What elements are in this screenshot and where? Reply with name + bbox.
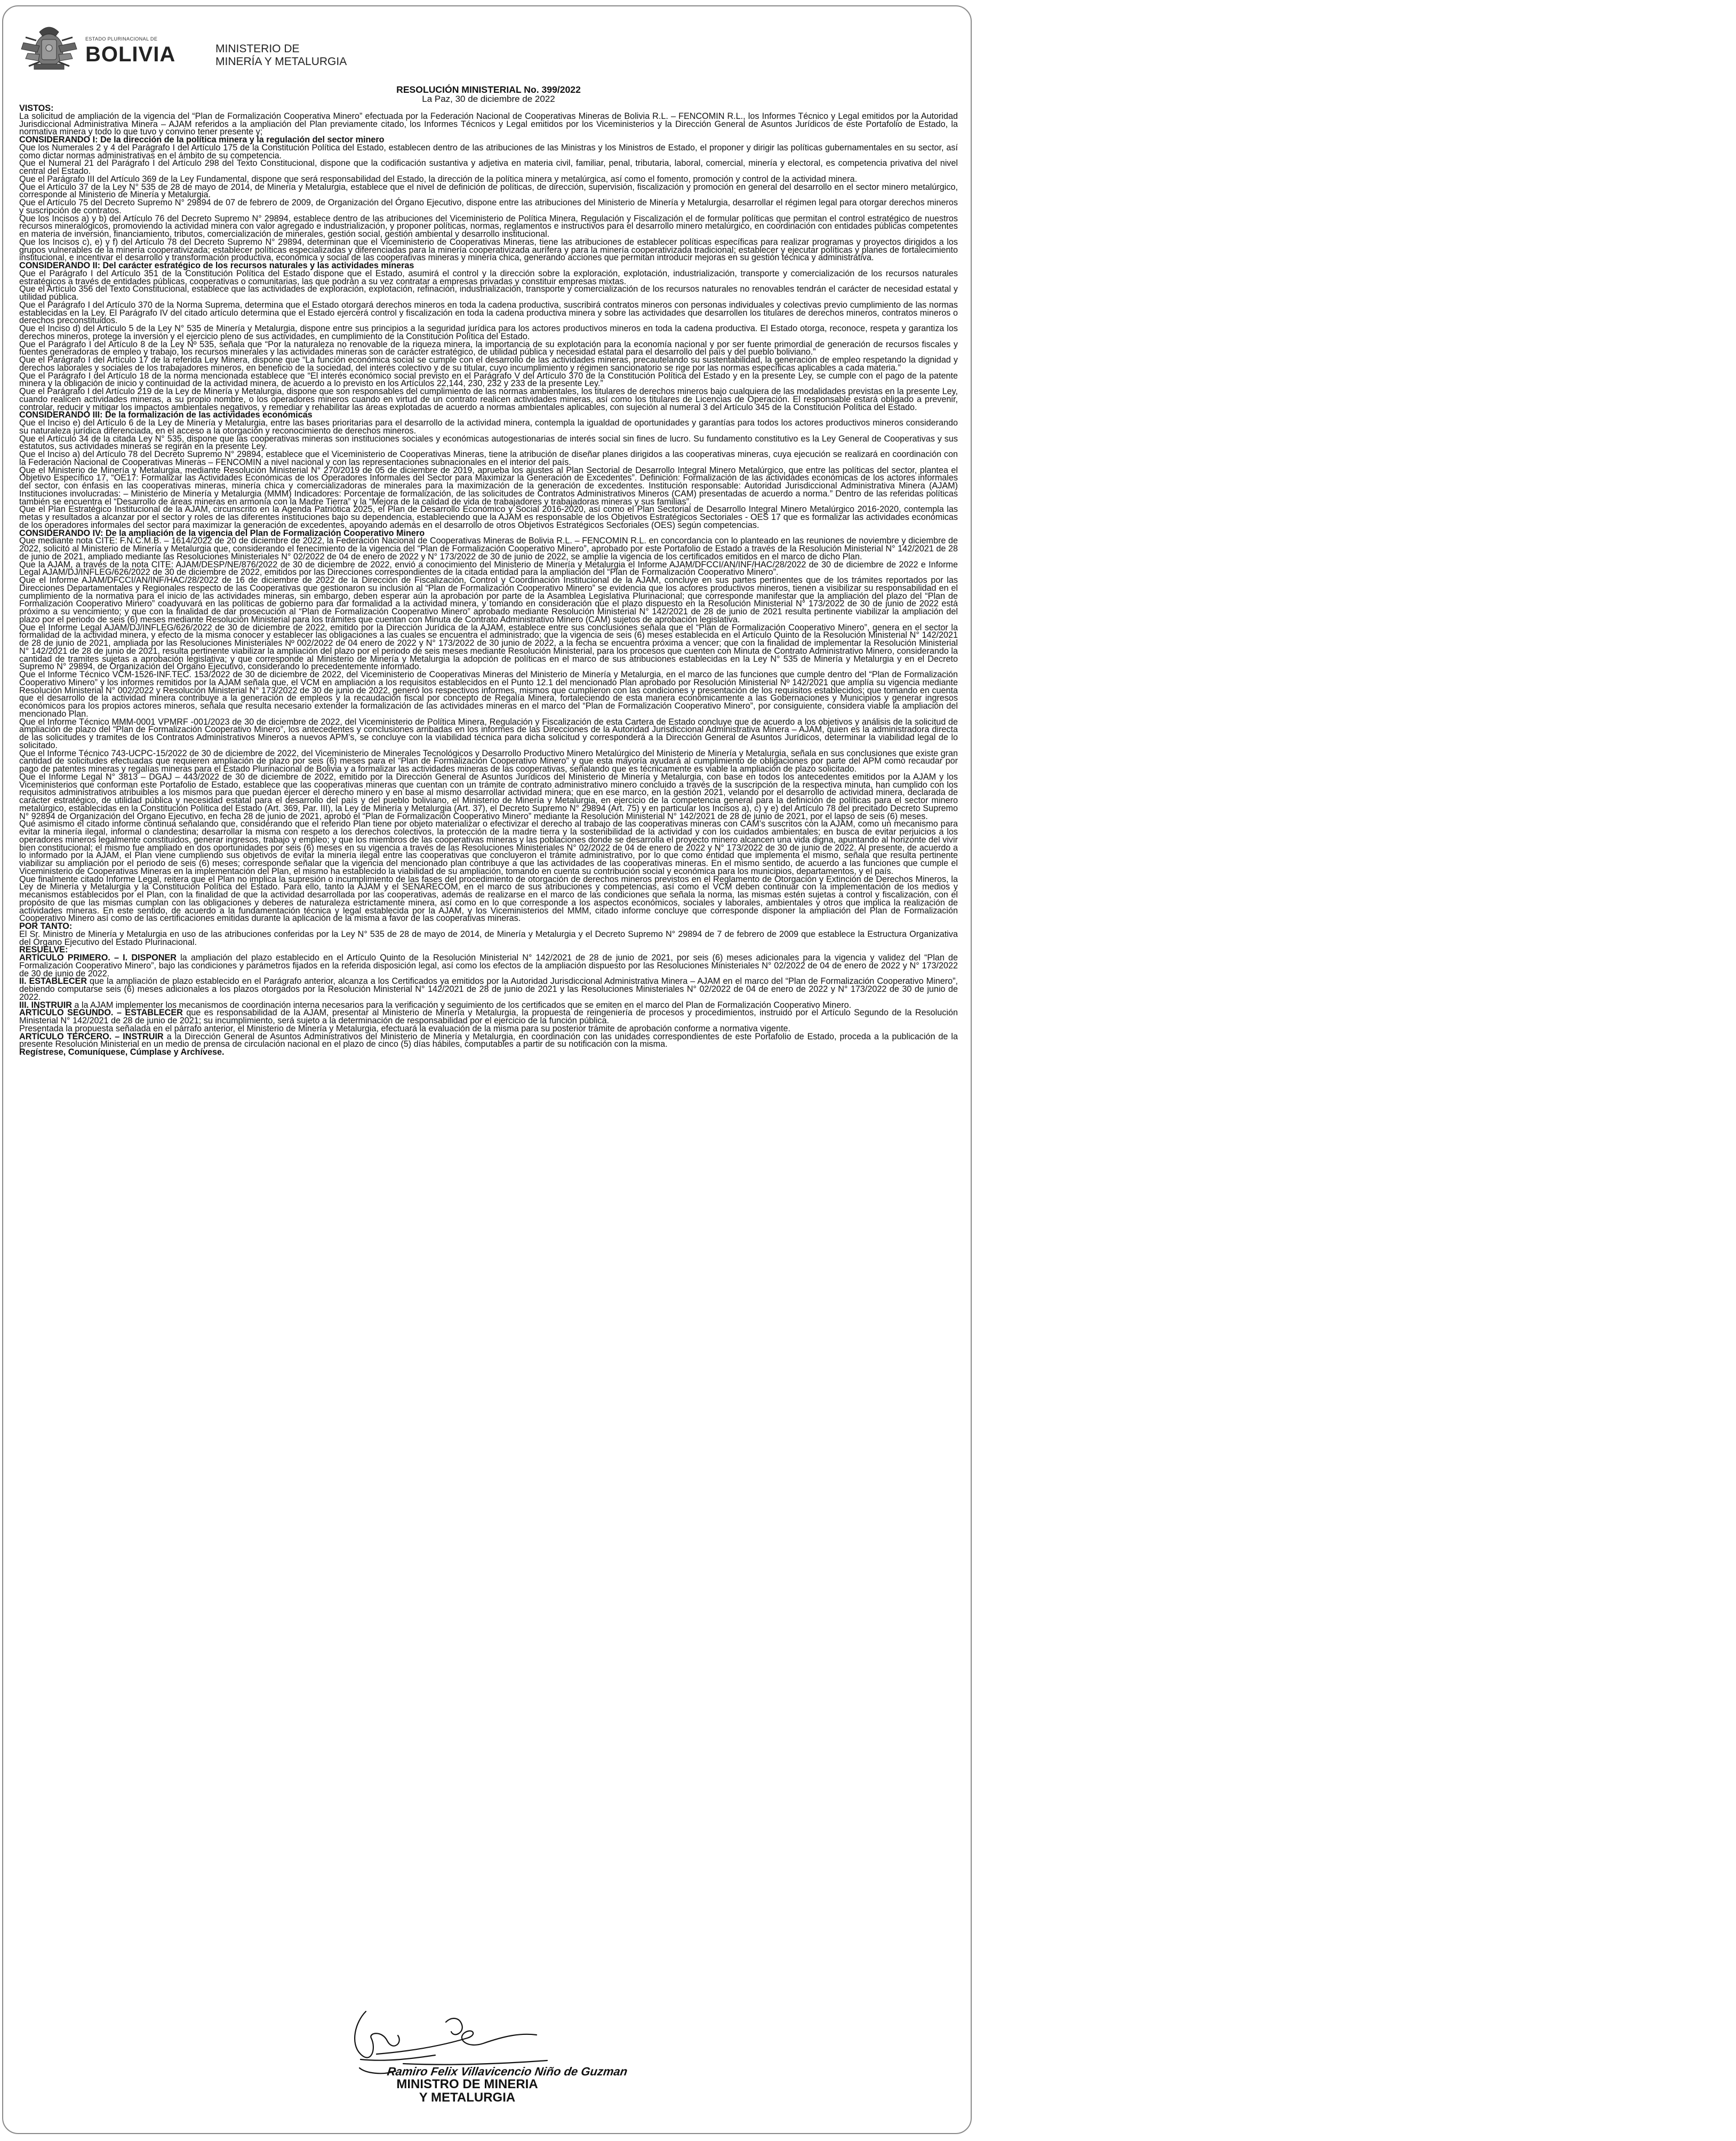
letterhead: [18, 21, 957, 75]
bolivia-coat-of-arms-icon: [18, 21, 80, 75]
paragraph: Que el Artículo 356 del Texto Constitucional, establece que las actividades de exploración, explotación, refinación, industrialización, transporte y comercialización de los recursos naturales no renovables tendrán el carácter de necesidad estatal y utilidad pública.: [19, 284, 958, 302]
paragraph: Que el Informe Legal AJAM/DJ/INFLEG/626/2022 de 30 de diciembre de 2022, emitido por la Dirección Jurídica de la AJAM, establece entre sus conclusiones señala que el “Plan de Formalización Cooperativo Minero”, genera en el sector la formalidad de la actividad minera, y efecto de la misma conocer y establecer las obligaciones a las cuales se encuentra el administrado; que la vigencia de seis (6) meses establecida en el Artículo Quinto de la Resolución Ministerial N° 142/2021 de 28 de junio de 2021, ampliada por las Resoluciones Ministeriales Nº 002/2022 de 04 enero de 2022 y N° 173/2022 de 30 junio de 2022, a la fecha se encuentra próxima a vencer; que con la finalidad de implementar la Resolución Ministerial N° 142/2021 de 28 de junio de 2021, resulta pertinente viabilizar la ampliación del plazo por el periodo de seis meses mediante Resolución Ministerial, para los procesos que cuenten con Minuta de Contrato Administrativo Minero, considerando la cantidad de tramites sujetas a aprobación legislativa; y que corresponde al Ministerio de Minería y Metalurgia la adopción de políticas en el marco de sus atribuciones establecidas en la Ley N° 535 de Minería y Metalurgia y en el Decreto Supremo N° 29894, de Organización del Órgano Ejecutivo, considerando lo precedentemente informado.: [19, 622, 958, 672]
paragraph: Que el Numeral 21 del Parágrafo I del Artículo 298 del Texto Constitucional, dispone que la codificación sustantiva y adjetiva en materia civil, familiar, penal, tributaria, laboral, comercial, minería y electoral, es competencia privativa del nivel central del Estado.: [19, 158, 958, 176]
article-1-ii: [19, 977, 958, 1001]
ministry-line-1: MINISTERIO DE: [215, 43, 300, 55]
closing-formula: Regístrese, Comuníquese, Cúmplase y Archívese.: [19, 1047, 225, 1057]
paragraph: Que el Parágrafo I del Artículo 8 de la Ley Nº 535, señala que “Por la naturaleza no renovable de la riqueza minera, la importancia de su explotación para la economía nacional y por ser fuente primordial de generación de recursos fiscales y fuentes generadoras de empleo y trabajo, los recursos minerales y las actividades mineras son de carácter estratégico, de utilidad pública y necesidad estatal para el desarrollo del país y del pueblo boliviano.”: [19, 339, 958, 357]
country-name: BOLIVIA: [85, 43, 176, 66]
document-page: [2, 5, 972, 2134]
paragraph: Que el Parágrafo I del Artículo 351 de la Constitución Política del Estado dispone que el Estado, asumirá el control y la dirección sobre la exploración, explotación, industrialización, transporte y comercialización de los recursos naturales estratégicos a través de entidades públicas, cooperativas o comunitarias, las que podrán a su vez contratar a empresas privadas y constituir empresas mixtas.: [19, 268, 958, 286]
section-heading: RESUELVE:: [19, 945, 68, 955]
paragraph: Que el Artículo 37 de la Ley N° 535 de 28 de mayo de 2014, de Minería y Metalurgia, establece que el nivel de definición de políticas, de dirección, supervisión, fiscalización y promoción en general del desarrollo en el sector minero metalúrgico, corresponde al Ministerio de Minería y Metalurgia.: [19, 182, 958, 200]
resolution-date: La Paz, 30 de diciembre de 2022: [422, 94, 555, 104]
paragraph: Presentada la propuesta señalada en el párrafo anterior, el Ministerio de Minería y Metalurgia, efectuará la evaluación de la misma para su posterior trámite de aprobación conforme a normativa vigente.: [19, 1023, 790, 1033]
paragraph: Que el Informe Legal N° 3813 – DGAJ – 443/2022 de 30 de diciembre de 2022, emitido por la Dirección General de Asuntos Jurídicos del Ministerio de Minería y Metalurgia, con base en todos los antecedentes emitidos por la AJAM y los Viceministerios que conforman este Portafolio de Estado, establece que las cooperativas mineras que cuentan con un trámite de contrato administrativo minero concluido a través de la suscripción de la respectiva minuta, han cumplido con los requisitos administrativos atribuibles a los mismos para que puedan ejercer el derecho minero y en base al mismo desarrollar actividad minera; que en ese marco, en la gestión 2021, velando por el desarrollo de actividad minera, declarada de carácter estratégico, de utilidad pública y necesidad estatal para el desarrollo del país y del pueblo boliviano, el Ministerio de Minería y Metalurgia, en ejercicio de la competencia general para la definición de políticas para el sector minero metalúrgico, establecidas en la Constitución Política del Estado (Art. 369, Par. III), la Ley de Minería y Metalurgia (Art. 37), el Decreto Supremo N° 29894 (Art. 75) y en particular los Incisos a), c) y e) del Artículo 78 del precitado Decreto Supremo N° 92894 de Organización del Órgano Ejecutivo, en fecha 28 de junio de 2021, aprobó el “Plan de Formalización Cooperativo Minero” mediante la Resolución Ministerial N° 142/2021 de 28 de junio de 2021, por el lapso de seis (6) meses.: [19, 772, 958, 821]
article-text: a la AJAM implementer los mecanismos de coordinación interna necesarios para la verificación y seguimiento de los certificados que se emiten en el marco del Plan de Formalización Cooperativo Minero.: [71, 1000, 852, 1010]
article-text: a la Dirección General de Asuntos Administrativos del Ministerio de Minería y Metalurgia, en coordinación con las unidades correspondientes de este Portafolio de Estado, proceda a la publicación de la presente Resolución Ministerial en un medio de prensa de circulación nacional en el plazo de cinco (5) días hábiles, computables a partir de su notificación con la misma.: [19, 1031, 958, 1049]
paragraph: Que el Parágrafo I del Artículo 18 de la norma mencionada establece que “El interés económico social previsto en el Parágrafo V del Artículo 370 de la Constitución Política del Estado y en la presente Ley, se cumple con el pago de la patente minera y la obligación de inicio y continuidad de la actividad minera, de acuerdo a lo previsto en los Artículos 22,144, 230, 232 y 233 de la presente Ley.”: [19, 371, 958, 389]
paragraph: Que el Ministerio de Minería y Metalurgia, mediante Resolución Ministerial N° 270/2019 de 05 de diciembre de 2019, aprueba los ajustes al Plan Sectorial de Desarrollo Integral Minero Metalúrgico, que entre las políticas del sector, plantea el Objetivo Específico 17, “OE17: Formalizar las Actividades Económicas de los Operadores Informales del Sector para Maximizar la Generación de Excedentes”. Definición: Formalización de las actividades económicas de los actores informales del sector, con énfasis en las cooperativas mineras, minería chica y comercializadoras de minerales para la maximización de la generación de excedentes. Institución responsable: Autoridad Jurisdiccional Administrativa Minera (AJAM) Instituciones involucradas: – Ministerio de Minería y Metalurgia (MMM) Indicadores: Porcentaje de formalización, de las solicitudes de Contratos Administrativos Mineros (CAM) presentadas de acuerdo a norma.” Dentro de las referidas políticas también se encuentra el “Desarrollo de áreas mineras en armonía con la Madre Tierra” y la “Mejora de la calidad de vida de trabajadores y trabajadoras mineras y sus familias”.: [19, 465, 958, 507]
article-label: ARTÍCULO TERCERO. – INSTRUIR: [19, 1031, 164, 1041]
article-label: II. ESTABLECER: [19, 976, 87, 987]
signature-block: [345, 2001, 629, 2129]
section-heading: CONSIDERANDO I: De la dirección de la política minera y la regulación del sector minero: [19, 135, 385, 145]
paragraph: Qué asimismo el citado informe continua señalando que, considerando que el referido Plan tiene por objeto materializar o efectivizar el derecho al trabajo de las cooperativas mineras con CAM’s suscritos con la AJAM, como un mecanismo para evitar la minería ilegal, informal o clandestina; desarrollar la misma con respeto a los derechos colectivos, la protección de la madre tierra y la sostenibilidad de la actividad y con los cuidados ambientales; en busca de evitar perjuicios a los operadores mineros legalmente constituidos, generar ingresos, trabajo y empleo; y que los miembros de las cooperativas mineras y las poblaciones donde se desarrolla el proyecto minero alcancen una vida digna, apuntando al horizonte del vivir bien constitucional; el mismo fue ampliado en dos oportunidades por seis (6) meses en su vigencia a través de las Resoluciones Ministeriales N° 02/2022 de 04 de enero de 2022 y N° 173/2022 de 30 de junio de 2022. Al presente, de acuerdo a lo informado por la AJAM, el Plan viene cumpliendo sus objetivos de evitar la minería ilegal entre las cooperativas que concluyeron el trámite administrativo, por lo que como entidad que implementa el mismo, señala que resulta pertinente viabilizar su ampliación por el periodo de seis (6) meses; corresponde señalar que la vigencia del mencionado plan contribuye a que las actividades de las cooperativas mineras. En el mismo sentido, de acuerdo a las funciones que cumple el Viceministerio de Cooperativas Mineras en la implementación del Plan, el mismo ha establecido la viabilidad de su ampliación, tomando en cuenta su contribución social y económica para los municipios, departamentos, y el país.: [19, 819, 958, 876]
paragraph: Que el Informe AJAM/DFCCI/AN/INF/HAC/28/2022 de 16 de diciembre de 2022 de la Dirección de Fiscalización, Control y Coordinación Institucional de la AJAM, concluye en sus partes pertinentes que de los trámites reportados por las Direcciones Departamentales y Regionales respecto de las Cooperativas que gestionaron su inclusión al “Plan de Formalización Cooperativo Minero” se evidencia que los actores productivos mineros, tienen a visibilizar su responsabilidad en el cumplimiento de la normativa para el inicio de las actividades mineras, sin embargo, deben esperar aún la aprobación por parte de la Asamblea Legislativa Plurinacional; que corresponde manifestar que la ampliación del plazo del “Plan de Formalización Cooperativo Minero” coadyuvará en las políticas de gobierno para dar formalidad a la actividad minera, y tomando en consideración que el plazo dispuesto en la Resolución Ministerial N° 173/2022 de 30 de junio de 2022 está próximo a su vencimiento; y que con la finalidad de dar prosecución al “Plan de Formalización Cooperativo Minero” aprobado mediante Resolución Ministerial N° 142/2021 de 28 de junio de 2021 resulta pertinente viabilizar la ampliación del plazo por el periodo de seis (6) meses mediante Resolución Ministerial para los trámites que cuentan con Minuta de Contrato Administrativo Minero (CAM) sujetos de aprobación legislativa.: [19, 575, 958, 624]
section-heading: CONSIDERANDO III: De la formalización de las actividades económicas: [19, 410, 313, 420]
article-label: ARTÍCULO SEGUNDO. – ESTABLECER: [19, 1008, 183, 1018]
paragraph: Que el Informe Técnico MMM-0001 VPMRF -001/2023 de 30 de diciembre de 2022, del Viceministerio de Política Minera, Regulación y Fiscalización de esta Cartera de Estado concluye que de acuerdo a los objetivos y análisis de la solicitud de ampliación de plazo del “Plan de Formalización Cooperativo Minero”, los antecedentes y conclusiones arribadas en los informes de las Direcciones de la Autoridad Jurisdiccional Administrativa Minera – AJAM, quien es la administradora directa de las solicitudes y tramites de los Contratos Administrativos Mineros a nuevos APM’s, se concluye con la viabilidad técnica para dicha solicitud y corresponderá a la Dirección General de Asuntos Jurídicos, determinar la viabilidad legal de lo solicitado.: [19, 717, 958, 750]
signatory-title-line-2: Y METALURGIA: [419, 2090, 516, 2105]
state-label: ESTADO PLURINACIONAL DE: [85, 36, 158, 42]
paragraph: Que la AJAM, a través de la nota CITE: AJAM/DESP/NE/876/2022 de 30 de diciembre de 2022, envió a conocimiento del Ministerio de Minería y Metalurgia el Informe AJAM/DFCCI/AN/INF/HAC/28/2022 de 30 de diciembre de 2022 e Informe Legal AJAM/DJ/INFLEG/626/2022 de 30 de diciembre de 2022, emitidos por las Direcciones correspondientes de la citada entidad para la ampliación del “Plan de Formalización Cooperativo Minero”.: [19, 559, 958, 578]
paragraph: Que el Parágrafo I del Artículo 370 de la Norma Suprema, determina que el Estado otorgará derechos mineros en toda la cadena productiva, suscribirá contratos mineros con personas individuales y colectivas previo cumplimiento de las normas establecidas en la Ley. El Parágrafo IV del citado artículo determina que el Estado ejercerá control y fiscalización en toda la cadena productiva minera y sobre las actividades que desarrollen los titulares de derechos mineros, contratos mineros o derechos preconstituidos.: [19, 300, 958, 326]
ministry-name: [215, 43, 347, 68]
paragraph: Que el Artículo 75 del Decreto Supremo N° 29894 de 07 de febrero de 2009, de Organización del Órgano Ejecutivo, dispone entre las atribuciones del Ministerio de Minería y Metalurgia, desarrollar el régimen legal para otorgar derechos mineros y suscripción de contratos.: [19, 198, 958, 215]
paragraph: Que el Inciso d) del Artículo 5 de la Ley N° 535 de Minería y Metalurgia, dispone entre sus principios a la seguridad jurídica para los actores productivos mineros en toda la cadena productiva. El Estado otorga, reconoce, respeta y garantiza los derechos mineros, protege la inversión y el ejercicio pleno de sus actividades, en cumplimiento de la Constitución Política del Estado.: [19, 324, 958, 341]
article-label: ARTÍCULO PRIMERO. – I. DISPONER: [19, 953, 177, 963]
paragraph: Que el Artículo 34 de la citada Ley N° 535, dispone que las cooperativas mineras son instituciones sociales y económicas autogestionarias de interés social sin fines de lucro. Su fundamento constitutivo es la Ley General de Cooperativas y sus estatutos, sus actividades mineras se regirán en la presente Ley.: [19, 434, 958, 452]
paragraph: Que los Incisos c), e) y f) del Artículo 78 del Decreto Supremo N° 29894, determinan que el Viceministerio de Cooperativas Mineras, tiene las atribuciones de establecer políticas específicas para realizar programas y proyectos dirigidos a los grupos vulnerables de la minería cooperativizada; establecer políticas especializadas y diferenciadas para la minería cooperativizada aurífera y para la minería cooperativizada tradicional; establecer y ejecutar políticas y planes de fortalecimiento institucional, e incentivar el desarrollo y transformación productiva, económica y social de las cooperativas mineras y minería chica, generando acciones que permitan introducir mejoras en su gestión técnica y administrativa.: [19, 237, 958, 263]
article-text: la ampliación del plazo establecido en el Artículo Quinto de la Resolución Ministerial N° 142/2021 de 28 de junio de 2021, por seis (6) meses adicionales para la vigencia y validez del “Plan de Formalización Cooperativo Minero”, bajo las condiciones y parámetros fijados en la referida disposición legal, así como los efectos de la ampliación dispuesto por las Resoluciones Ministeriales N° 02/2022 de 04 de enero de 2022 y N° 173/2022 de 30 de junio de 2022.: [19, 953, 958, 979]
paragraph: La solicitud de ampliación de la vigencia del “Plan de Formalización Cooperativa Minero” efectuada por la Federación Nacional de Cooperativas Mineras de Bolivia R.L. – FENCOMIN R.L., los Informes Técnico y Legal emitidos por la Autoridad Jurisdiccional Administrativa Minera – AJAM referidos a la ampliación del Plan previamente citado, los Informes Técnicos y Legal emitidos por los Viceministerios y la Dirección General de Asuntos Jurídicos de este Portafolio de Estado, la normativa minera y todo lo que tuvo y convino tener presente y;: [19, 111, 958, 137]
ministry-line-2: MINERÍA Y METALURGIA: [215, 55, 347, 68]
paragraph: Que el Plan Estratégico Institucional de la AJAM, circunscrito en la Agenda Patriótica 2025, el Plan de Desarrollo Económico y Social 2016-2020, así como el Plan Sectorial de Desarrollo Integral Minero Metalúrgico 2016-2020, contempla las metas y resultados a alcanzar por el sector y roles de las diferentes instituciones bajo su dependencia, estableciendo que la AJAM es responsable de los Objetivos Estratégicos Sectoriales - OES 17 que es formalizar las actividades económicas de los operadores informales del sector para maximizar la generación de excedentes, apoyando además en el desarrollo de otros Objetivos Estratégicos Sectoriales (OES) según competencias.: [19, 504, 958, 530]
paragraph: Que el Inciso a) del Artículo 78 del Decreto Supremo N° 29894, establece que el Viceministerio de Cooperativas Mineras, tiene la atribución de diseñar planes dirigidos a las cooperativas mineras, cuya ejecución se realizará en coordinación con la Federación Nacional de Cooperativas Mineras – FENCOMIN a nivel nacional y con las representaciones subnacionales en el interior del país.: [19, 450, 958, 467]
paragraph: Que mediante nota CITE: F.N.C.M.B. – 1614/2022 de 20 de diciembre de 2022, la Federación Nacional de Cooperativas Mineras de Bolivia R.L. – FENCOMIN R.L. en concordancia con lo planteado en las reuniones de noviembre y diciembre de 2022, solicitó al Ministerio de Minería y Metalurgia que, considerando el fenecimiento de la vigencia del “Plan de Formalización Cooperativo Minero”, aprobado por este Portafolio de Estado a través de la Resolución Ministerial N° 142/2021 de 28 de junio de 2021, ampliado mediante las Resoluciones Ministeriales N° 02/2022 de 04 de enero de 2022 y N° 173/2022 de 30 de junio de 2022, se amplíe la vigencia de los certificados emitidos en el marco de dicho Plan.: [19, 536, 958, 562]
paragraph: Que el Parágrafo I del Artículo 219 de la Ley de Minería y Metalurgia, dispone que son responsables del cumplimiento de las normas ambientales, los titulares de derechos mineros bajo cualquiera de las modalidades previstas en la presente Ley, cuando realicen actividades mineras, a su propio nombre, o los operadores mineros cuando en virtud de un contrato realicen actividades mineras, así como los titulares de Licencias de Operación. El responsable estará obligado a prevenir, controlar, reducir y mitigar los impactos ambientales negativos, y remediar y rehabilitar las áreas explotadas de acuerdo a normas ambientales aplicables, con sujeción al numeral 3 del Artículo 345 de la Constitución Política del Estado.: [19, 387, 958, 412]
paragraph: Que el Informe Técnico VCM-1526-INF.TEC. 153/2022 de 30 de diciembre de 2022, del Viceministerio de Cooperativas Mineras del Ministerio de Minería y Metalurgia, en el marco de las funciones que cumple dentro del “Plan de Formalización Cooperativo Minero” y los informes remitidos por la AJAM señala que, el VCM en ampliación a los requisitos establecidos en el Punto 12.1 del mencionado Plan aprobado por Resolución Ministerial Nº 142/2021 que amplía su vigencia mediante Resolución Ministerial N° 002/2022 y Resolución Ministerial N° 173/2022 de 30 de junio de 2022, generó los respectivos informes, mismos que cumplieron con las condiciones y presentación de los requisitos establecidos; que tomando en cuenta que el desarrollo de la actividad minera contribuye a la generación de empleos y la recaudación fiscal por concepto de Regalía Minera, fortaleciendo de esta manera económicamente a las Gobernaciones y Municipios y generar ingresos económicos para los propios actores mineros, señala que resulta necesario extender la formalización de las actividades mineras en el marco del “Plan de Formalización Cooperativo Minero”, por consiguiente, considera viable la ampliación del mencionado Plan.: [19, 670, 958, 719]
section-heading: CONSIDERANDO II: Del carácter estratégico de los recursos naturales y las actividades mineras: [19, 261, 414, 270]
paragraph: Que los Numerales 2 y 4 del Parágrafo I del Artículo 175 de la Constitución Política del Estado, establecen dentro de las atribuciones de las Ministras y los Ministros de Estado, el proponer y dirigir las políticas gubernamentales en su sector, así como dictar normas administrativas en el ámbito de su competencia.: [19, 142, 958, 161]
article-3: [19, 1033, 958, 1049]
paragraph: Que finalmente citado Informe Legal, reitera que el Plan no implica la supresión o incumplimiento de las fases del procedimiento de otorgación de derechos mineros previstos en el Reglamento de Otorgación y Extinción de Derechos Mineros, la Ley de Minería y Metalurgia y la Constitución Política del Estado. Para ello, tanto la AJAM y el SENARECOM, en el marco de sus atribuciones y competencias, así como el VCM deben continuar con la implementación de los medios y mecanismos establecidos por el Plan, con la finalidad de que la actividad desarrollada por las cooperativas, además de realizarse en el marco de las condiciones que señala la norma, las mismas estén sujetas a control y fiscalización, con el propósito de que las mismas cumplan con las obligaciones y deberes de naturaleza estrictamente minera, así como en lo que corresponde a los aspectos económicos, sociales y laborales, ambientales y otros que implica la realización de actividades mineras. En este sentido, de acuerdo a la fundamentación técnica y legal establecida por la AJAM, y los Viceministerios del MMM, citado informe concluye que corresponde disponer la ampliación del Plan de Formalización Cooperativo Minero así como de las certificaciones emitidas durante la aplicación de la misma a favor de las cooperativas mineras.: [19, 874, 958, 924]
paragraph: Que el Parágrafo I del Artículo 17 de la referida Ley Minera, dispone que “La función económica social se cumple con el desarrollo de las actividades mineras, precautelando su sustentabilidad, la generación de empleo respetando la dignidad y derechos laborales y sociales de los trabajadores mineros, en beneficio de la sociedad, del interés colectivo y de su titular, cuyo incumplimiento y régimen sancionatorio se rige por las normas específicas aplicables a cada materia.”: [19, 355, 958, 373]
paragraph: Que el Inciso e) del Artículo 6 de la Ley de Minería y Metalurgia, entre las bases prioritarias para el desarrollo de la actividad minera, contempla la igualdad de oportunidades y garantías para todos los actores productivos mineros considerando su naturaleza jurídica diferenciada, en el acceso a la otorgación y reconocimiento de derechos mineros.: [19, 418, 958, 436]
paragraph: Que el Parágrafo III del Artículo 369 de la Ley Fundamental, dispone que será responsabilidad del Estado, la dirección de la política minera y metalúrgica, así como el fomento, promoción y control de la actividad minera.: [19, 174, 858, 184]
article-text: que la ampliación de plazo establecido en el Parágrafo anterior, alcanza a los Certificados ya emitidos por la Autoridad Jurisdiccional Administrativa Minera – AJAM en el marco del “Plan de Formalización Cooperativo Minero”, debiendo computarse seis (6) meses adicionales a los plazos otorgados por la Resolución Ministerial N° 142/2021 de 28 de junio de 2021 y las Resoluciones Ministeriales N° 02/2022 de 04 de enero de 2022 y N° 173/2022 de 30 de junio de 2022.: [19, 976, 958, 1002]
signatory-title-line-1: MINISTRO DE MINERIA: [396, 2077, 538, 2091]
article-2: [19, 1009, 958, 1025]
paragraph: Que los Incisos a) y b) del Artículo 76 del Decreto Supremo N° 29894, establece dentro de las atribuciones del Viceministerio de Política Minera, Regulación y Fiscalización el de formular políticas que permitan el control estratégico de nuestros recursos mineralógicos, promoviendo la actividad minera con valor agregado e industrialización, y proponer políticas, normas, reglamentos e instructivos para el desarrollo minero metalúrgico, en coordinación con entidades públicas competentes en materia de inversión, financiamiento, tributos, comercialización de minerales, gestión social, gestión ambiental y desarrollo institucional.: [19, 213, 958, 239]
resolution-body: [19, 105, 958, 1056]
signatory-name: Ramiro Felix Villavicencio Niño de Guzman: [386, 2065, 629, 2078]
section-heading: VISTOS:: [19, 103, 54, 113]
resolution-title: RESOLUCIÓN MINISTERIAL No. 399/2022: [396, 84, 581, 95]
article-label: III. INSTRUIR: [19, 1000, 72, 1010]
signatory-title: [393, 2078, 542, 2104]
paragraph: Que el Informe Técnico 743-UCPC-15/2022 de 30 de diciembre de 2022, del Viceministerio de Minerales Tecnológicos y Desarrollo Productivo Minero Metalúrgico del Ministerio de Minería y Metalurgia, señala en sus conclusiones que existe gran cantidad de solicitudes efectuadas que requieren ampliación de plazo por seis (6) meses para el “Plan de Formalización Cooperativo Minero” y que esta mayoría ayudará al cumplimiento de obligaciones por parte del APM como recaudar por pago de patentes mineras y regalías mineras para el Estado Plurinacional de Bolivia y a formalizar las actividades mineras de las cooperativas, señalando que es técnicamente es viable la ampliación de plazo solicitado.: [19, 748, 958, 774]
section-heading: POR TANTO:: [19, 921, 73, 931]
paragraph: El Sr. Ministro de Minería y Metalurgia en uso de las atribuciones conferidas por la Ley N° 535 de 28 de mayo de 2014, de Minería y Metalurgia y el Decreto Supremo N° 29894 de 7 de febrero de 2009 que establece la Estructura Organizativa del Órgano Ejecutivo del Estado Plurinacional.: [19, 929, 958, 947]
section-heading: CONSIDERANDO IV: De la ampliación de la vigencia del Plan de Formalización Cooperativo Minero: [19, 528, 425, 538]
article-text: que es responsabilidad de la AJAM, presentar al Ministerio de Minería y Metalurgia, la propuesta de reingeniería de procesos y procedimientos, instruido por el Artículo Segundo de la Resolución Ministerial N° 142/2021 de 28 de junio de 2021; su incumplimiento, será sujeto a la determinación de responsabilidad por el ejercicio de la función pública.: [19, 1008, 958, 1025]
article-1: [19, 954, 958, 977]
